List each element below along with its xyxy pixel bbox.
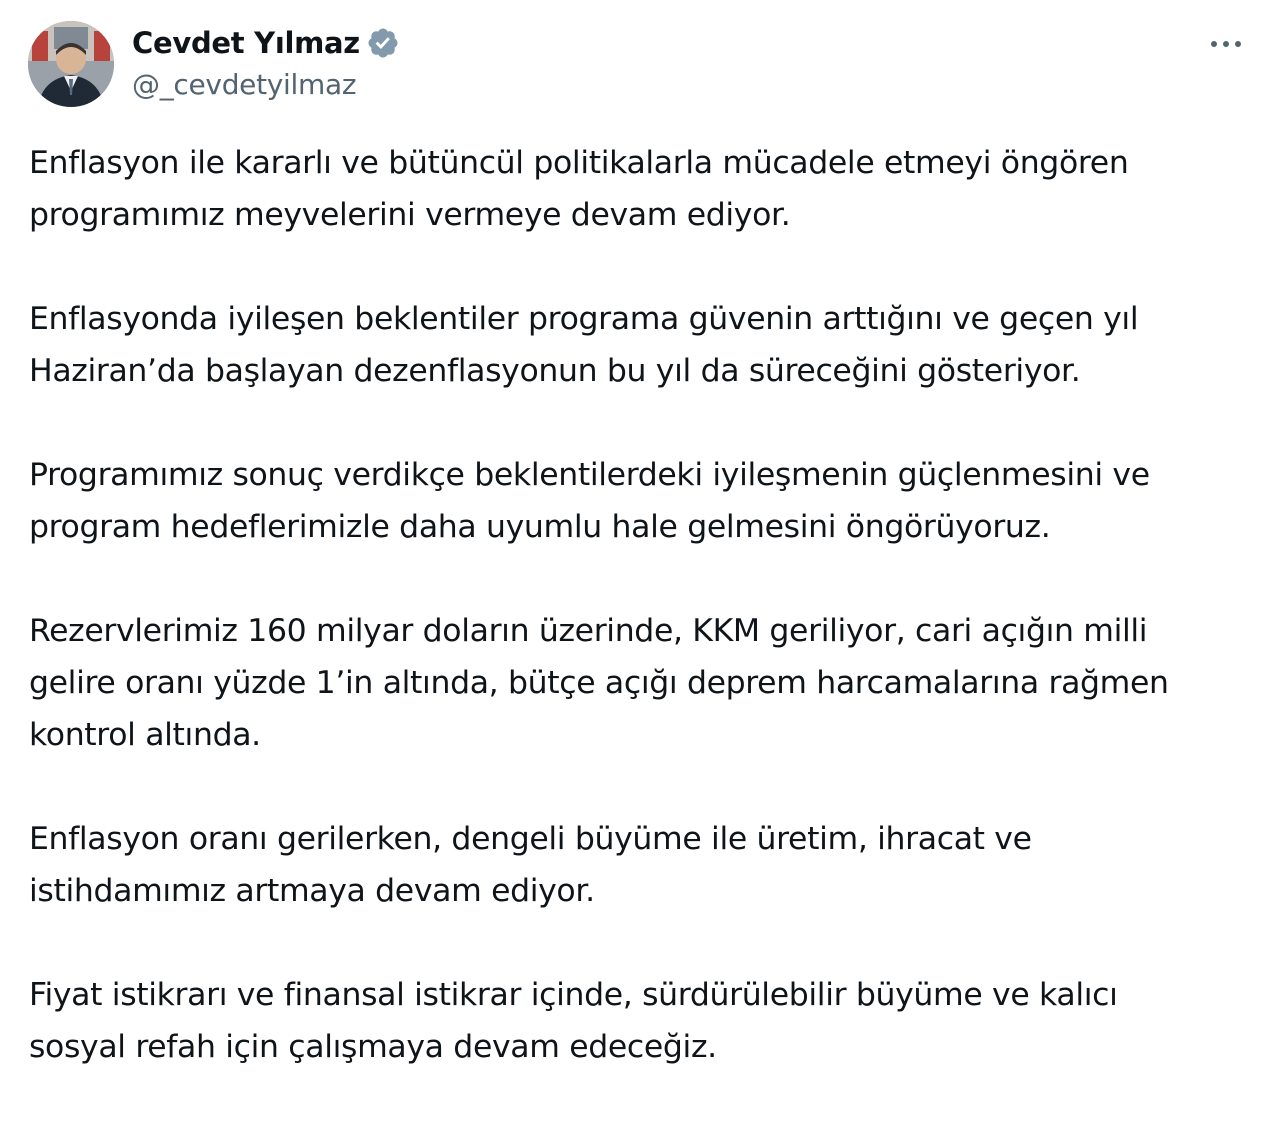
author-handle[interactable]: @_cevdetyilmaz [132,68,357,101]
avatar[interactable] [28,21,114,107]
profile-photo-icon [28,21,114,107]
tweet-line: Programımız sonuç verdikçe beklentilerdeki iyileşmenin güçlenmesini ve [29,457,1150,493]
more-horizontal-icon [1206,28,1246,60]
tweet-line: Enflasyon ile kararlı ve bütüncül politikalarla mücadele etmeyi öngören [29,145,1129,181]
tweet-line: gelire oranı yüzde 1’in altında, bütçe açığı deprem harcamalarına rağmen [29,665,1169,701]
tweet-line: Haziran’da başlayan dezenflasyonun bu yıl da süreceğini gösteriyor. [29,353,1081,389]
tweet-line: program hedeflerimizle daha uyumlu hale gelmesini öngörüyoruz. [29,509,1051,545]
tweet-paragraph [29,449,1259,553]
author-display-name[interactable]: Cevdet Yılmaz [132,26,360,60]
tweet-line: istihdamımız artmaya devam ediyor. [29,873,595,909]
tweet-line: Enflasyon oranı gerilerken, dengeli büyüme ile üretim, ihracat ve [29,821,1032,857]
name-row [132,24,400,62]
tweet-paragraph [29,137,1259,241]
more-options-button[interactable] [1206,28,1246,60]
tweet-line: Rezervlerimiz 160 milyar doların üzerinde, KKM geriliyor, cari açığın milli [29,613,1148,649]
tweet-line: sosyal refah için çalışmaya devam edeceğiz. [29,1029,717,1065]
tweet-line: Fiyat istikrarı ve finansal istikrar içinde, sürdürülebilir büyüme ve kalıcı [29,977,1118,1013]
tweet-line: Enflasyonda iyileşen beklentiler programa güvenin arttığını ve geçen yıl [29,301,1139,337]
verified-badge-icon[interactable] [366,26,400,60]
tweet-paragraph [29,969,1259,1073]
tweet-line: programımız meyvelerini vermeye devam ediyor. [29,197,791,233]
tweet-paragraph [29,605,1259,761]
tweet-paragraph [29,293,1259,397]
tweet-line: kontrol altında. [29,717,261,753]
tweet-author [132,24,400,101]
tweet-text [29,137,1259,1125]
tweet-paragraph [29,813,1259,917]
